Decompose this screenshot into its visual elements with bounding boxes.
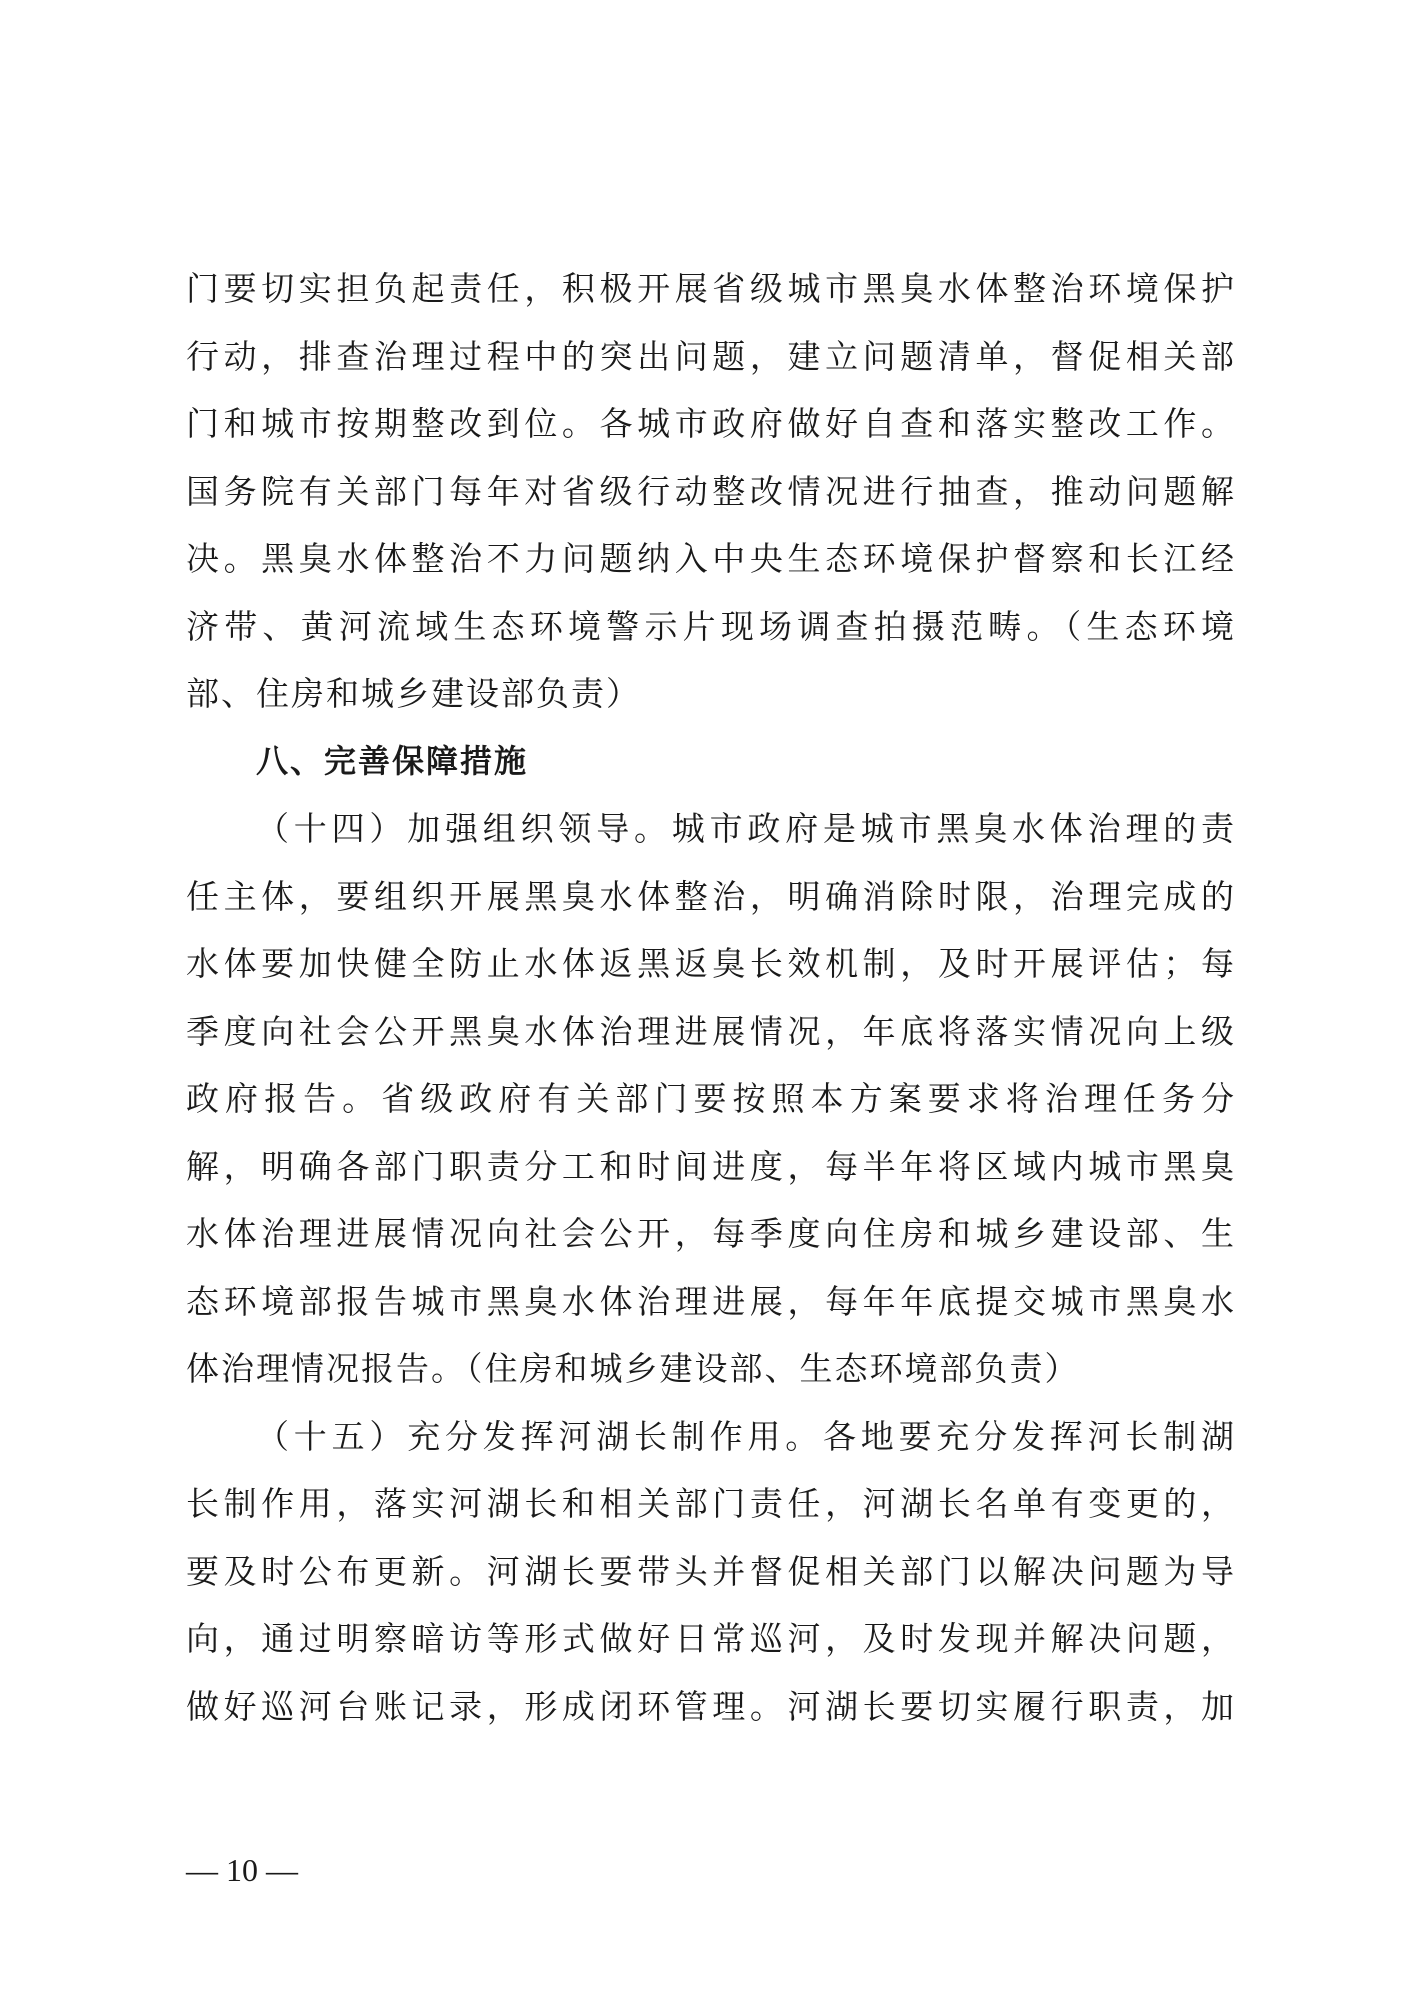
- paragraph-line: 部、住房和城乡建设部负责）: [186, 674, 641, 713]
- paragraph-line: 水体治理进展情况向社会公开，每季度向住房和城乡建设部、生: [186, 1214, 1236, 1253]
- paragraph-line: 决。黑臭水体整治不力问题纳入中央生态环境保护督察和长江经: [186, 539, 1236, 578]
- paragraph-line: 门和城市按期整改到位。各城市政府做好自查和落实整改工作。: [186, 404, 1236, 443]
- paragraph-line: 行动，排查治理过程中的突出问题，建立问题清单，督促相关部: [186, 336, 1236, 376]
- paragraph-line: 向，通过明察暗访等形式做好日常巡河，及时发现并解决问题，: [186, 1619, 1236, 1658]
- paragraph-line: 门要切实担负起责任，积极开展省级城市黑臭水体整治环境保护: [186, 269, 1236, 308]
- paragraph-line: 任主体，要组织开展黑臭水体整治，明确消除时限，治理完成的: [186, 876, 1236, 916]
- paragraph-line: 济带、黄河流域生态环境警示片现场调查拍摄范畴。（生态环境: [186, 606, 1236, 646]
- paragraph-line: 季度向社会公开黑臭水体治理进展情况，年底将落实情况向上级: [186, 1011, 1236, 1051]
- paragraph-line: 解，明确各部门职责分工和时间进度，每半年将区域内城市黑臭: [186, 1146, 1236, 1186]
- paragraph-line: 要及时公布更新。河湖长要带头并督促相关部门以解决问题为导: [186, 1551, 1236, 1591]
- paragraph-line: 国务院有关部门每年对省级行动整改情况进行抽查，推动问题解: [186, 471, 1236, 511]
- paragraph-line: （十四）加强组织领导。城市政府是城市黑臭水体治理的责: [256, 809, 1236, 848]
- paragraph-line: 做好巡河台账记录，形成闭环管理。河湖长要切实履行职责，加: [186, 1686, 1236, 1726]
- paragraph-line: 政府报告。省级政府有关部门要按照本方案要求将治理任务分: [186, 1079, 1236, 1118]
- document-body: [186, 255, 1236, 1740]
- page-number: — 10 —: [186, 1852, 298, 1888]
- paragraph-line: 态环境部报告城市黑臭水体治理进展，每年年底提交城市黑臭水: [186, 1281, 1236, 1321]
- paragraph-line: 水体要加快健全防止水体返黑返臭长效机制，及时开展评估；每: [186, 944, 1236, 983]
- paragraph-line: 长制作用，落实河湖长和相关部门责任，河湖长名单有变更的，: [186, 1484, 1236, 1523]
- paragraph-line: （十五）充分发挥河湖长制作用。各地要充分发挥河长制湖: [256, 1416, 1236, 1456]
- section-heading: 八、完善保障措施: [256, 741, 529, 780]
- paragraph-line: 体治理情况报告。（住房和城乡建设部、生态环境部负责）: [186, 1349, 1080, 1388]
